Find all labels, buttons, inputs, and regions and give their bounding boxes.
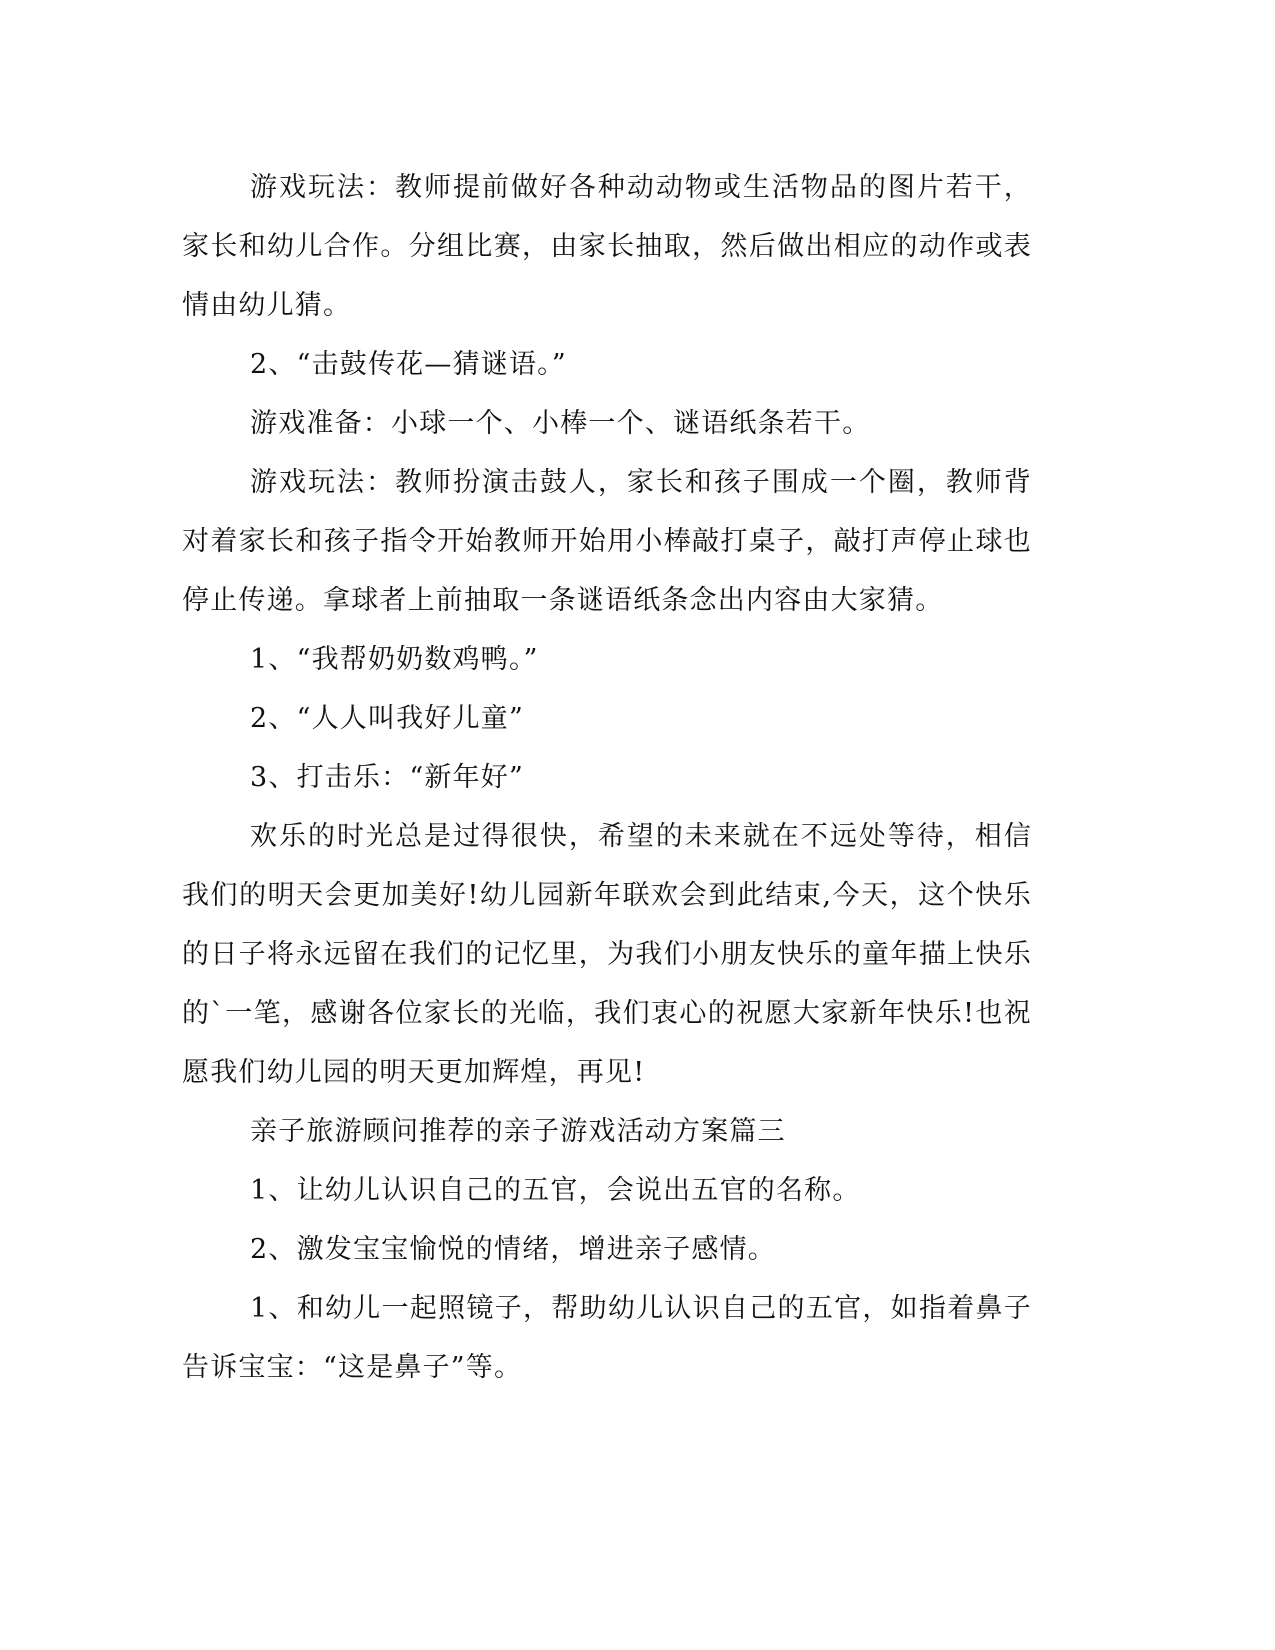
paragraph-percussion: 3、打击乐：“新年好”: [250, 762, 524, 793]
paragraph-activity-1: 1、和幼儿一起照镜子，帮助幼儿认识自己的五官，如指着鼻子告诉宝宝：“这是鼻子”等。: [182, 1293, 1032, 1383]
paragraph-game-method-2: 游戏玩法：教师扮演击鼓人，家长和孩子围成一个圈，教师背对着家长和孩子指令开始教师开始用小棒敲打桌子，敲打声停止球也停止传递。拿球者上前抽取一条谜语纸条念出内容由大家猜。: [182, 467, 1032, 616]
paragraph-game-2-title: 2、“击鼓传花—猜谜语。”: [250, 349, 567, 380]
paragraph-riddle-1: 1、“我帮奶奶数鸡鸭。”: [250, 644, 539, 675]
paragraph-riddle-2: 2、“人人叫我好儿童”: [250, 703, 524, 734]
paragraph-goal-2: 2、激发宝宝愉悦的情绪，增进亲子感情。: [250, 1234, 776, 1265]
paragraph-goal-1: 1、让幼儿认识自己的五官，会说出五官的名称。: [250, 1175, 861, 1206]
document-body: [182, 158, 1032, 1397]
paragraph-game-preparation: 游戏准备：小球一个、小棒一个、谜语纸条若干。: [250, 408, 871, 439]
section-heading: 亲子旅游顾问推荐的亲子游戏活动方案篇三: [250, 1116, 786, 1147]
paragraph-game-method-1: 游戏玩法：教师提前做好各种动动物或生活物品的图片若干，家长和幼儿合作。分组比赛，由家长抽取，然后做出相应的动作或表情由幼儿猜。: [182, 172, 1032, 321]
paragraph-closing-remarks: 欢乐的时光总是过得很快，希望的未来就在不远处等待，相信我们的明天会更加美好!幼儿园新年联欢会到此结束,今天，这个快乐的日子将永远留在我们的记忆里，为我们小朋友快乐的童年描上快乐的`一笔，感谢各位家长的光临，我们衷心的祝愿大家新年快乐!也祝愿我们幼儿园的明天更加辉煌，再见!: [182, 821, 1032, 1088]
